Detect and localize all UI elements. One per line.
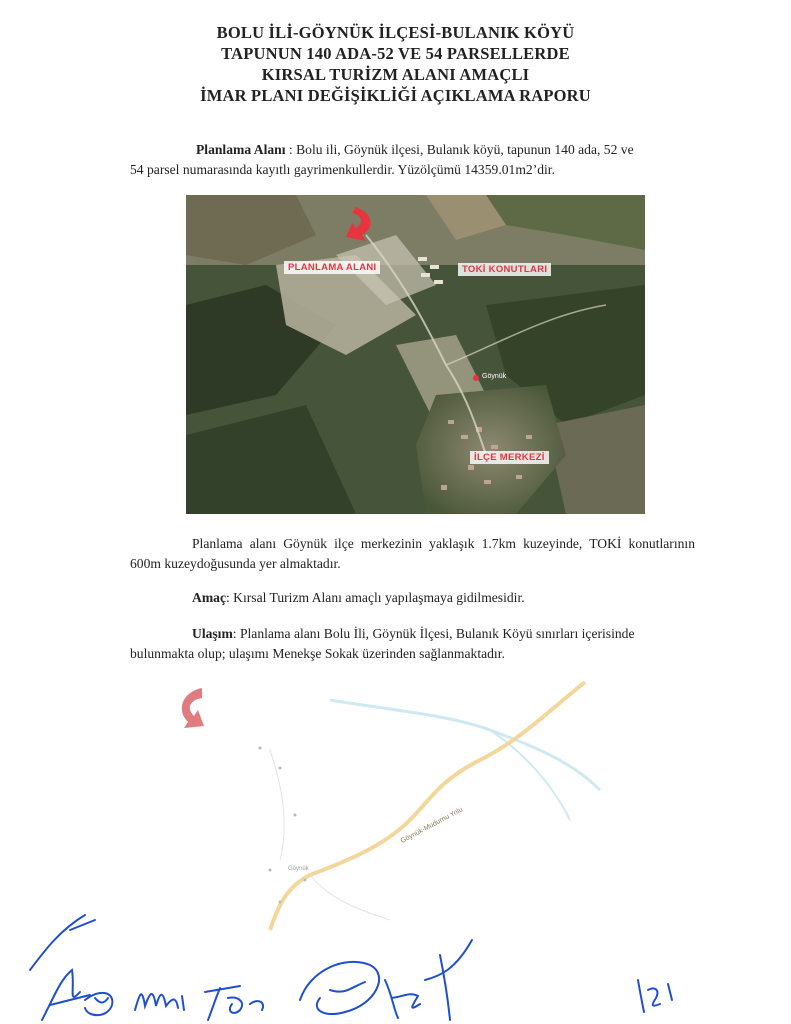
purpose-paragraph xyxy=(192,588,732,608)
planning-area-paragraph xyxy=(130,140,720,180)
purpose-text: : Kırsal Turizm Alanı amaçlı yapılaşmaya gidilmesidir. xyxy=(225,590,525,605)
access-paragraph xyxy=(130,624,680,664)
title-line-2: TAPUNUN 140 ADA-52 VE 54 PARSELLERDE xyxy=(221,44,570,63)
title-line-1: BOLU İLİ-GÖYNÜK İLÇESİ-BULANIK KÖYÜ xyxy=(216,23,575,42)
aerial-map-graphic xyxy=(186,195,645,514)
road-label: Göynük-Mudurnu Yolu xyxy=(399,806,465,845)
planning-area-label: Planlama Alanı xyxy=(196,142,286,157)
purpose-label: Amaç xyxy=(192,590,226,605)
pin-label: Göynük xyxy=(482,373,507,380)
label-toki: TOKİ KONUTLARI xyxy=(458,263,551,276)
location-paragraph: Planlama alanı Göynük ilçe merkezinin yaklaşık 1.7km kuzeyinde, TOKİ konutlarının 600m kuzeydoğusunda yer almaktadır. xyxy=(130,536,695,571)
planning-area-text-a: : Bolu ili, Göynük ilçesi, Bulanık köyü, tapunun 140 ada, 52 ve xyxy=(285,142,634,157)
access-label: Ulaşım xyxy=(192,626,233,641)
access-text: : Planlama alanı Bolu İli, Göynük İlçesi, Bulanık Köyü sınırları içerisinde bulunmakta olup; ulaşımı Menekşe Sokak üzerinden sağlanmaktadır. xyxy=(130,626,635,661)
label-planning-area: PLANLAMA ALANI xyxy=(284,261,380,274)
signatures xyxy=(0,900,791,1024)
title-line-3: KIRSAL TURİZM ALANI AMAÇLI xyxy=(261,65,530,84)
location-arrow-icon-2 xyxy=(182,688,204,728)
title-line-4: İMAR PLANI DEĞİŞİKLİĞİ AÇIKLAMA RAPORU xyxy=(200,86,591,105)
label-district-center: İLÇE MERKEZİ xyxy=(470,451,549,464)
town-label: Göynük xyxy=(288,866,309,872)
report-title xyxy=(0,22,791,106)
planning-area-text-b: 54 parsel numarasında kayıtlı gayrimenkullerdir. Yüzölçümü 14359.01m2’dir. xyxy=(130,162,555,177)
map-pin-icon xyxy=(473,375,479,381)
aerial-map-image xyxy=(186,195,645,514)
